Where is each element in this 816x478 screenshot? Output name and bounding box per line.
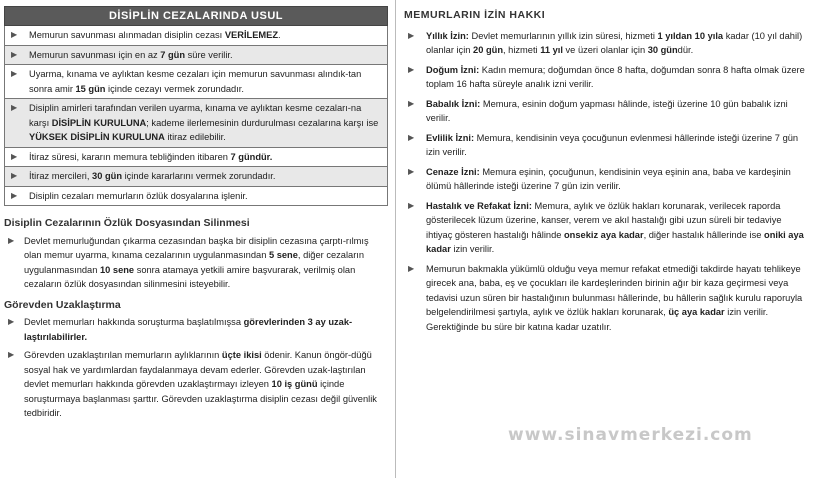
text: Kadın memura; doğumdan önce 8 hafta, doğumdan sonra 8 hafta olmak üzere toplam 16 hafta süreyle analık izni verilir.: [426, 64, 805, 89]
bold-text: Yıllık İzin:: [426, 30, 469, 41]
bullet-arrow-icon: ▶: [408, 132, 415, 142]
section-title-dossier: Disiplin Cezalarının Özlük Dosyasından Silinmesi: [4, 217, 250, 229]
bold-text: Evlilik İzni:: [426, 132, 475, 143]
text: ; kademe ilerlemesinin durdurulması cezalarına karşı ise: [146, 117, 379, 128]
bold-text: DİSİPLİN KURULUNA: [51, 117, 147, 128]
text: Uyarma, kınama ve aylıktan kesme cezaları için memurun savunması alındık-tan sonra amir: [29, 69, 362, 94]
bullet-arrow-icon: ▶: [408, 64, 415, 74]
bold-text: Doğum İzni:: [426, 64, 480, 75]
paragraph: [404, 262, 808, 335]
text: içinde kararlarını vermek zorundadır.: [122, 171, 276, 181]
text: İtiraz süresi, kararın memura tebliğinden itibaren: [29, 151, 231, 162]
bold-text: Babalık İzni:: [426, 98, 481, 109]
bullet-arrow-icon: ▶: [11, 69, 18, 78]
text: Memura, aylık ve özlük hakları korunarak, verilecek raporda gösterilecek lüzum üzerine, kanser, verem ve akıl hastalığı gibi uzun süreli bir tedaviye ihtiyaç gösteren hastalığı hâlinde: [426, 200, 782, 240]
bold-text: 30 gün: [92, 171, 122, 181]
text: , hizmeti: [503, 45, 541, 55]
text: Devlet memurları hakkında soruşturma başlatılmışsa: [24, 317, 244, 327]
text: , diğer cezaların uygulanmasından: [24, 250, 365, 275]
bullet-arrow-icon: ▶: [408, 98, 415, 108]
right-column: [404, 8, 808, 339]
text: itiraz edilebilir.: [164, 132, 226, 142]
bold-text: üçte ikisi: [221, 350, 262, 360]
text: izin verilir. Gerektiğinde bu süre bir katına kadar uzatılır.: [426, 307, 769, 332]
text: Memura, kendisinin veya çocuğunun evlenmesi hâllerinde isteği üzerine 7 gün izin verilir.: [426, 132, 799, 157]
bold-text: üç aya kadar: [668, 307, 725, 317]
box-title: DİSİPLİN CEZALARINDA USUL: [4, 6, 388, 26]
box-row: [5, 98, 387, 147]
text: Devlet memurlarının yıllık izin süresi, hizmeti: [468, 30, 658, 41]
text: Memurun bakmakla yükümlü olduğu veya memur refakat etmediği takdirde hayatı tehlikeye girecek ana, baba, eş ve çocukları ile kardeşlerinden birinin ağır bir kaza geçirmesi veya tedavisi uzun süren bir hastalığının bulunması hâllerinde, bu hâllerin sağlık kurulu raporuyla belgelendirilmesi şartıyla, aylık ve özlük hakları korunarak,: [426, 263, 803, 317]
bold-text: onsekiz aya kadar: [564, 229, 644, 240]
text: içinde cezayı vermek zorundadır.: [105, 83, 244, 94]
bullet-arrow-icon: ▶: [11, 190, 18, 200]
leave-list: [404, 29, 808, 335]
text: içinde soruşturmaya başlanması şarttır. Görevden uzaklaştırma disiplin cezası değil güvenlik tedbiridir.: [24, 379, 377, 418]
box-row: [5, 147, 387, 167]
box-row: [5, 64, 387, 98]
bold-text: Hastalık ve Refakat İzni:: [426, 200, 532, 211]
bold-text: 30 gün: [647, 45, 678, 55]
text: Memura, esinin doğum yapması hâlinde, isteği üzerine 10 gün babalık izni verilir.: [426, 98, 788, 123]
section-suspension: [4, 315, 388, 421]
paragraph: [404, 199, 808, 257]
text: Devlet memurluğundan çıkarma cezasından başka bir disiplin cezasına çarptı-rılmış olan memur uyarma, kınama cezalarının uygulanmasından: [24, 235, 369, 260]
text: izin verilir.: [450, 244, 495, 254]
bold-text: Cenaze İzni:: [426, 166, 480, 177]
text: Memura eşinin, çocuğunun, kendisinin veya eşinin ana, baba ve kardeşinin ölümü hâllerinde isteği üzerine 7 gün izin verilir.: [426, 166, 791, 191]
paragraph: [404, 97, 808, 126]
text: dür.: [677, 45, 694, 55]
box-row: [5, 45, 387, 65]
bold-text: 10 sene: [99, 264, 135, 275]
text: Disiplin amirleri tarafından verilen uyarma, kınama ve aylıktan kesme cezaları-na karşı: [29, 103, 362, 128]
bullet-arrow-icon: ▶: [11, 103, 18, 112]
bullet-arrow-icon: ▶: [408, 166, 415, 176]
watermark: www.sinavmerkezi.com: [508, 425, 753, 445]
text: süre verilir.: [185, 49, 233, 60]
bullet-arrow-icon: ▶: [408, 30, 415, 40]
text: .: [278, 30, 281, 40]
bold-text: 1 yıldan 10 yıla: [657, 30, 724, 41]
paragraph: [404, 165, 808, 194]
bullet-arrow-icon: ▶: [11, 30, 18, 39]
bullet-arrow-icon: ▶: [408, 263, 415, 273]
box-row: [5, 186, 387, 206]
bold-text: oniki aya kadar: [426, 229, 804, 254]
section-dossier: [4, 234, 388, 292]
rules-box: [4, 26, 388, 206]
bullet-arrow-icon: ▶: [408, 200, 415, 210]
bold-text: 15 gün: [75, 83, 106, 94]
section-title-suspension: Görevden Uzaklaştırma: [4, 298, 121, 311]
text: sonra atamaya yetkili amire başvurarak, verilmiş olan cezaların özlük dosyasından silinmesini isteyebilir.: [24, 264, 356, 289]
text: Disiplin cezaları memurların özlük dosyalarına işlenir.: [29, 190, 248, 201]
box-row: [5, 166, 387, 186]
bullet-arrow-icon: ▶: [8, 317, 15, 326]
text: Memurun savunması alınmadan disiplin cezası: [29, 30, 225, 40]
bold-text: YÜKSEK DİSİPLİN KURULUNA: [29, 132, 165, 142]
left-column: [4, 6, 388, 425]
bold-text: 7 gündür.: [230, 151, 273, 162]
bullet-arrow-icon: ▶: [8, 350, 15, 359]
bold-text: 20 gün: [473, 45, 503, 55]
bold-text: 5 sene: [268, 250, 298, 260]
paragraph: [4, 315, 388, 344]
bold-text: görevlerinden 3 ay uzak-laştırılabilirler.: [24, 317, 353, 342]
paragraph: [404, 29, 808, 58]
paragraph: [4, 234, 388, 292]
bullet-arrow-icon: ▶: [11, 49, 18, 59]
leave-title: MEMURLARIN İZİN HAKKI: [404, 9, 546, 21]
text: Görevden uzaklaştırılan memurların aylıklarının: [24, 350, 222, 360]
bullet-arrow-icon: ▶: [8, 235, 15, 245]
text: kadar (10 yıl dahil) olanlar için: [426, 30, 803, 55]
column-divider: [395, 0, 396, 478]
text: ödenir. Kanun öngör-düğü sosyal hak ve yardımlardan faydalanmaya devam ederler. Görevden uzak-laştırılan devlet memurları hakkında görevden uzaklaştırmayı izleyen: [24, 350, 372, 389]
bold-text: VERİLEMEZ: [224, 30, 279, 40]
paragraph: [404, 131, 808, 160]
box-row: [5, 26, 387, 45]
paragraph: [4, 348, 388, 421]
bold-text: 11 yıl: [540, 45, 563, 55]
bold-text: 7 gün: [160, 49, 186, 60]
text: İtiraz mercileri,: [29, 171, 93, 181]
text: , diğer hastalık hâllerinde ise: [643, 229, 765, 240]
bullet-arrow-icon: ▶: [11, 171, 18, 180]
bold-text: 10 iş günü: [271, 379, 318, 389]
paragraph: [404, 63, 808, 92]
text: ve üzeri olanlar için: [562, 45, 648, 55]
bullet-arrow-icon: ▶: [11, 151, 18, 161]
text: Memurun savunması için en az: [29, 49, 161, 60]
